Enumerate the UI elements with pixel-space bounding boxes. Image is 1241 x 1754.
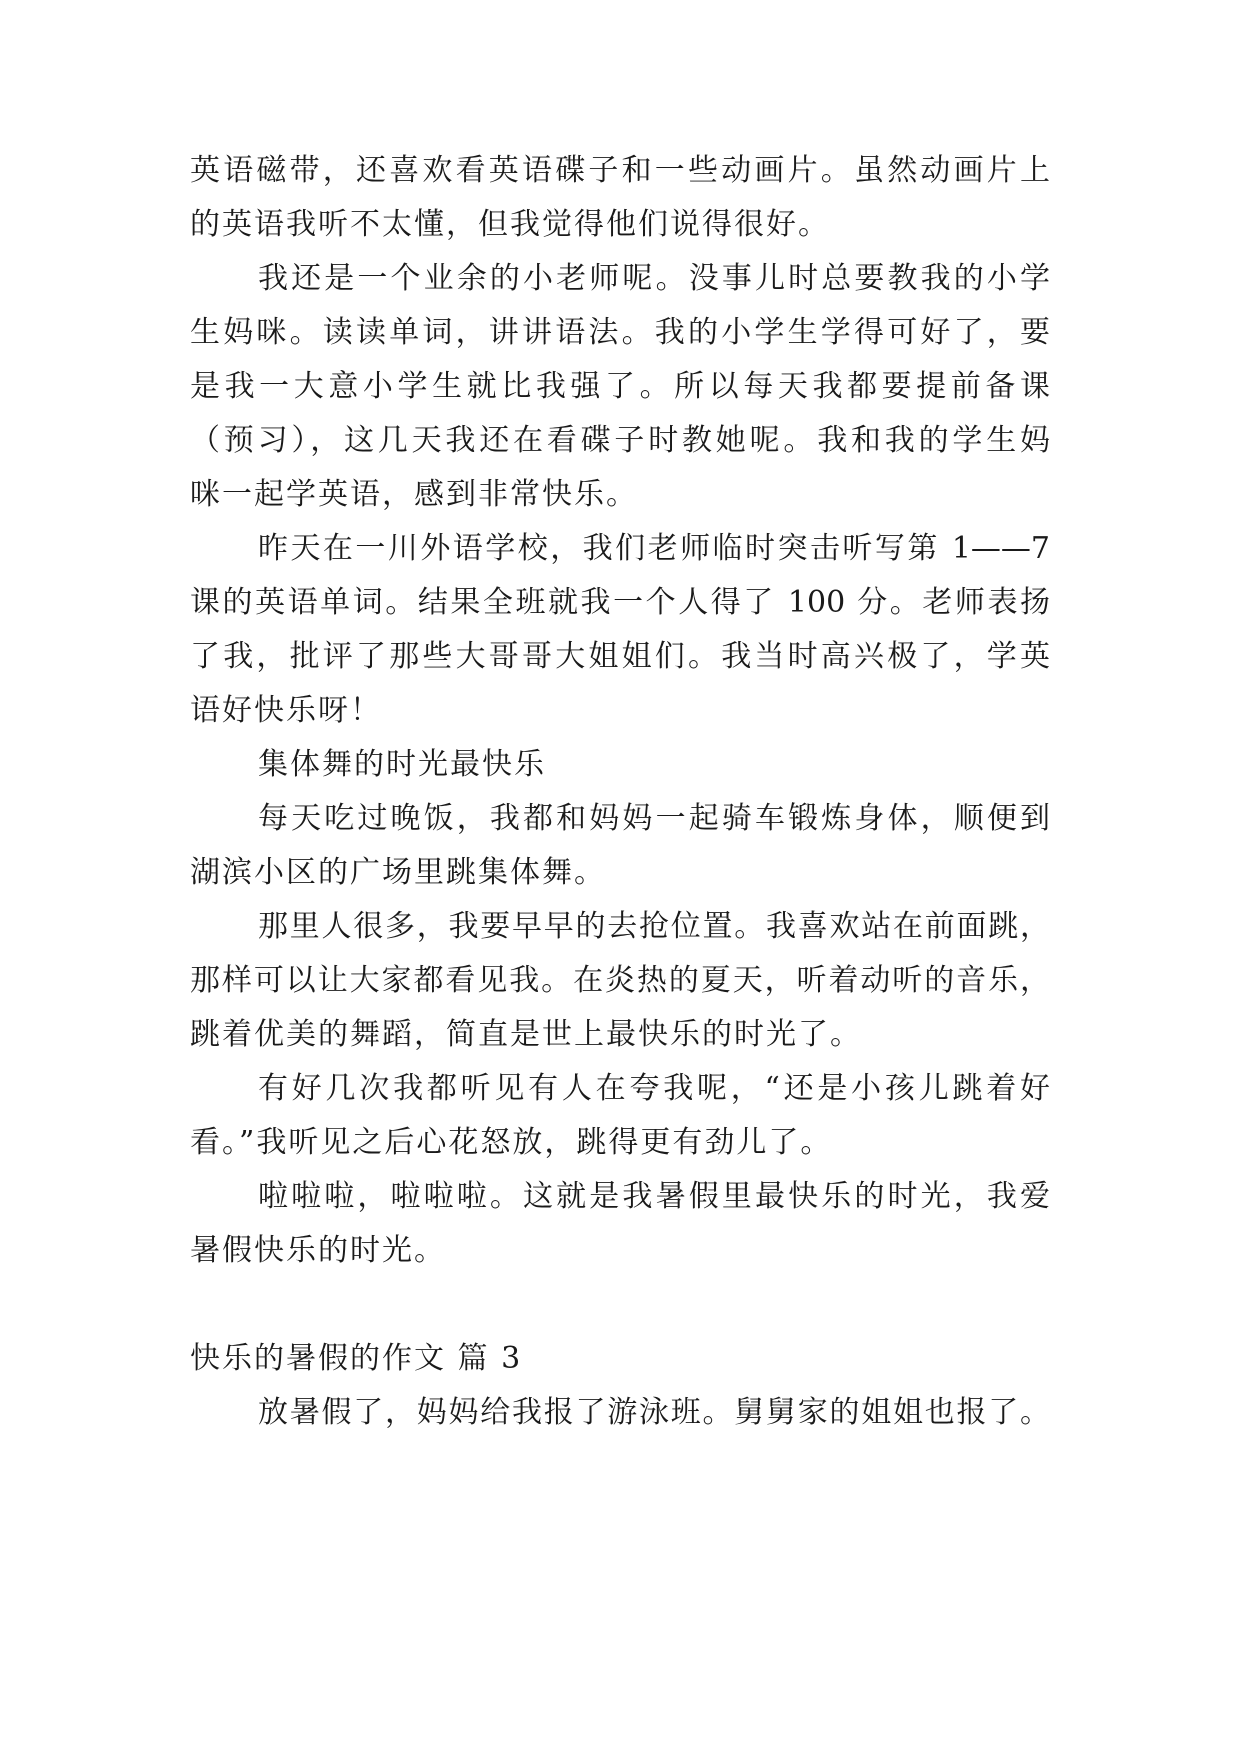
paragraph-line: 有好几次我都听见有人在夸我呢，“还是小孩儿跳着好	[258, 1071, 1050, 1106]
paragraph-line: 看。”我听见之后心花怒放，跳得更有劲儿了。	[190, 1125, 833, 1160]
paragraph-line: 啦啦啦，啦啦啦。这就是我暑假里最快乐的时光，我爱	[258, 1179, 1050, 1214]
section-subtitle: 集体舞的时光最快乐	[258, 747, 546, 782]
paragraph-line: 生妈咪。读读单词，讲讲语法。我的小学生学得可好了，要	[190, 315, 1050, 350]
paragraph-line: 放暑假了，妈妈给我报了游泳班。舅舅家的姐姐也报了。	[258, 1395, 1050, 1430]
paragraph-line: 的英语我听不太懂，但我觉得他们说得很好。	[190, 207, 830, 242]
paragraph-line: 湖滨小区的广场里跳集体舞。	[190, 855, 606, 890]
paragraph-line: 那里人很多，我要早早的去抢位置。我喜欢站在前面跳，	[258, 909, 1050, 944]
paragraph-line: 跳着优美的舞蹈，简直是世上最快乐的时光了。	[190, 1017, 862, 1052]
paragraph-line: 昨天在一川外语学校，我们老师临时突击听写第 1——7	[258, 531, 1050, 566]
paragraph-line: 那样可以让大家都看见我。在炎热的夏天，听着动听的音乐，	[190, 963, 1050, 998]
paragraph-line: 咪一起学英语，感到非常快乐。	[190, 477, 638, 512]
section-heading: 快乐的暑假的作文 篇 3	[190, 1341, 523, 1376]
paragraph-line: 课的英语单词。结果全班就我一个人得了 100 分。老师表扬	[190, 585, 1050, 620]
paragraph-line: 暑假快乐的时光。	[190, 1233, 446, 1268]
paragraph-line: 是我一大意小学生就比我强了。所以每天我都要提前备课	[190, 369, 1050, 404]
paragraph-line: 英语磁带，还喜欢看英语碟子和一些动画片。虽然动画片上	[190, 153, 1050, 188]
paragraph-line: 了我，批评了那些大哥哥大姐姐们。我当时高兴极了，学英	[190, 639, 1050, 674]
paragraph-line: 每天吃过晚饭，我都和妈妈一起骑车锻炼身体，顺便到	[258, 801, 1050, 836]
paragraph-line: 语好快乐呀！	[190, 693, 382, 728]
paragraph-line: 我还是一个业余的小老师呢。没事儿时总要教我的小学	[258, 261, 1050, 296]
paragraph-line: （预习），这几天我还在看碟子时教她呢。我和我的学生妈	[190, 423, 1050, 458]
